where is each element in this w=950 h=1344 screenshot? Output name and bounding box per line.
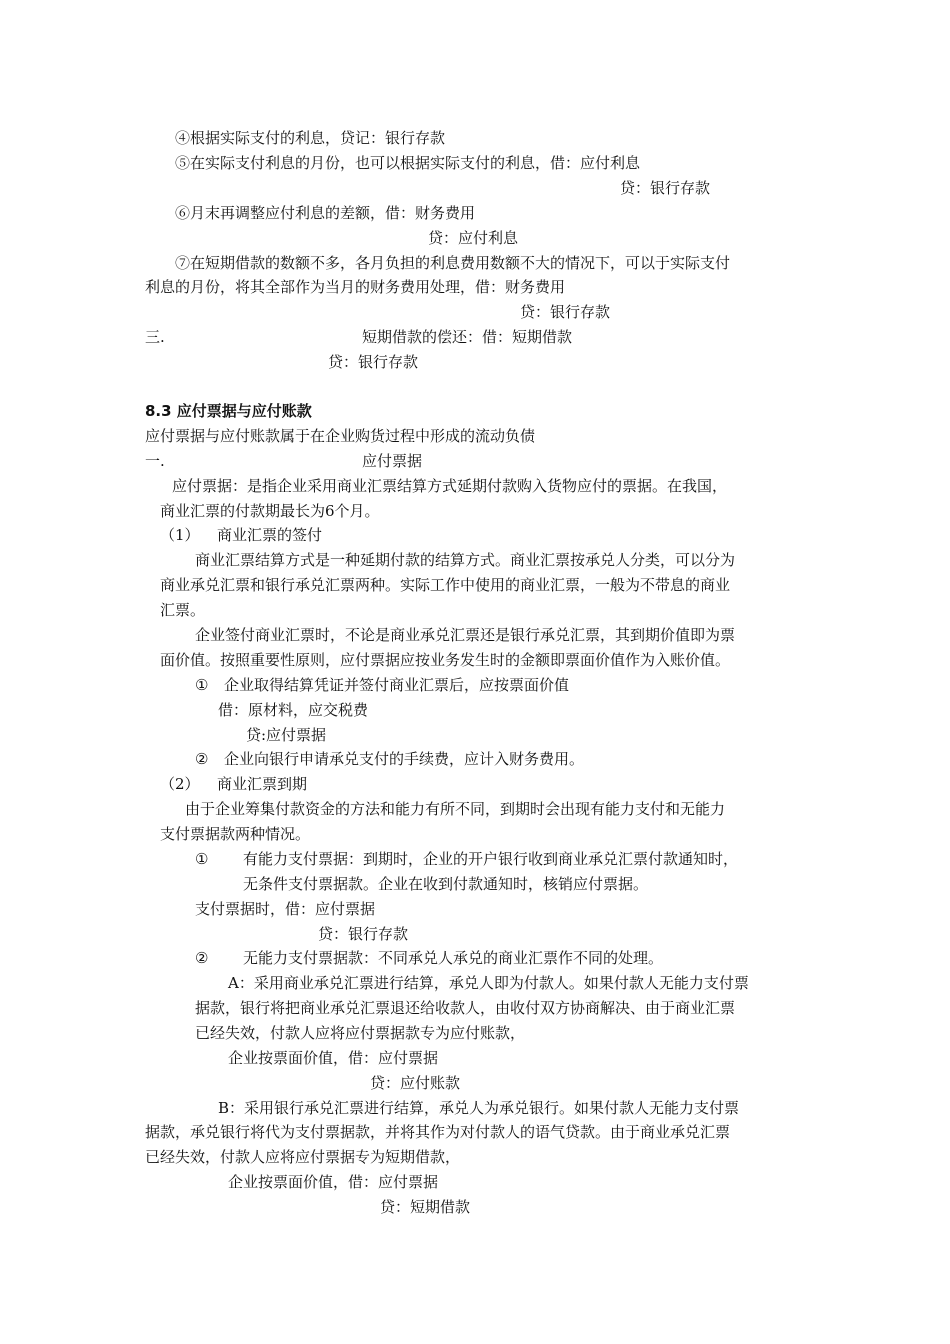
text-line: ⑦在短期借款的数额不多，各月负担的利息费用数额不大的情况下，可以于实际支付 — [175, 254, 731, 272]
text-line: 应付票据与应付账款属于在企业购货过程中形成的流动负债 — [145, 427, 536, 445]
list-marker: ② — [195, 750, 209, 768]
subsection-title: 商业汇票的签付 — [217, 526, 323, 544]
text-line: 由于企业筹集付款资金的方法和能力有所不同，到期时会出现有能力支付和无能力 — [185, 800, 726, 818]
text-line: 企业签付商业汇票时，不论是商业承兑汇票还是银行承兑汇票，其到期价值即为票 — [195, 626, 736, 644]
list-marker: ① — [195, 676, 209, 694]
text-line: 无能力支付票据款：不同承兑人承兑的商业汇票作不同的处理。 — [243, 949, 664, 967]
text-line: 贷：银行存款 — [520, 303, 611, 321]
text-line: 商业承兑汇票和银行承兑汇票两种。实际工作中使用的商业汇票，一般为不带息的商业 — [160, 576, 731, 594]
text-line: 有能力支付票据：到期时，企业的开户银行收到商业承兑汇票付款通知时， — [243, 850, 739, 868]
list-marker: （1） — [160, 526, 200, 544]
subsection-title: 商业汇票到期 — [217, 775, 308, 793]
text-line: 面价值。按照重要性原则，应付票据应按业务发生时的金额即票面价值作为入账价值。 — [160, 651, 731, 669]
text-line: 已经失效，付款人应将应付票据款专为应付账款， — [195, 1024, 526, 1042]
text-line: 企业取得结算凭证并签付商业汇票后，应按票面价值 — [224, 676, 570, 694]
text-line: 贷：银行存款 — [318, 925, 409, 943]
text-line: 商业汇票的付款期最长为6个月。 — [160, 502, 380, 520]
text-line: ④根据实际支付的利息，贷记：银行存款 — [175, 129, 446, 147]
text-line: 应付票据：是指企业采用商业汇票结算方式延期付款购入货物应付的票据。在我国， — [172, 477, 728, 495]
text-line: 借：原材料，应交税费 — [218, 701, 369, 719]
text-line: A：采用商业承兑汇票进行结算，承兑人即为付款人。如果付款人无能力支付票 — [228, 974, 749, 992]
text-line: 据款，承兑银行将代为支付票据款，并将其作为对付款人的语气贷款。由于商业承兑汇票 — [145, 1123, 731, 1141]
text-line: ⑥月末再调整应付利息的差额，借：财务费用 — [175, 204, 476, 222]
text-line: 贷：银行存款 — [328, 353, 419, 371]
list-marker: ① — [195, 850, 209, 868]
text-line: ⑤在实际支付利息的月份，也可以根据实际支付的利息，借：应付利息 — [175, 154, 641, 172]
subsection-title: 应付票据 — [362, 452, 423, 470]
text-line: 汇票。 — [160, 601, 206, 619]
text-line: 据款，银行将把商业承兑汇票退还给收款人，由收付双方协商解决、由于商业汇票 — [195, 999, 736, 1017]
list-marker: 一. — [145, 452, 165, 470]
text-line: 贷:应付票据 — [246, 726, 327, 744]
text-line: 贷：应付利息 — [428, 229, 519, 247]
text-line: 无条件支付票据款。企业在收到付款通知时，核销应付票据。 — [243, 875, 649, 893]
text-line: 已经失效，付款人应将应付票据专为短期借款， — [145, 1148, 461, 1166]
text-line: 支付票据款两种情况。 — [160, 825, 311, 843]
list-marker: 三. — [145, 328, 165, 346]
text-line: 企业按票面价值，借：应付票据 — [228, 1173, 439, 1191]
text-line: B：采用银行承兑汇票进行结算，承兑人为承兑银行。如果付款人无能力支付票 — [218, 1099, 740, 1117]
section-heading: 8.3 应付票据与应付账款 — [145, 402, 312, 420]
text-line: 利息的月份，将其全部作为当月的财务费用处理，借：财务费用 — [145, 278, 566, 296]
text-line: 贷：银行存款 — [620, 179, 711, 197]
text-line: 商业汇票结算方式是一种延期付款的结算方式。商业汇票按承兑人分类，可以分为 — [195, 551, 736, 569]
text-line: 企业向银行申请承兑支付的手续费，应计入财务费用。 — [224, 750, 585, 768]
text-line: 贷：应付账款 — [370, 1074, 461, 1092]
text-line: 短期借款的偿还：借：短期借款 — [362, 328, 573, 346]
text-line: 企业按票面价值，借：应付票据 — [228, 1049, 439, 1067]
list-marker: （2） — [160, 775, 200, 793]
text-line: 支付票据时，借：应付票据 — [195, 900, 376, 918]
list-marker: ② — [195, 949, 209, 967]
text-line: 贷：短期借款 — [380, 1198, 471, 1216]
